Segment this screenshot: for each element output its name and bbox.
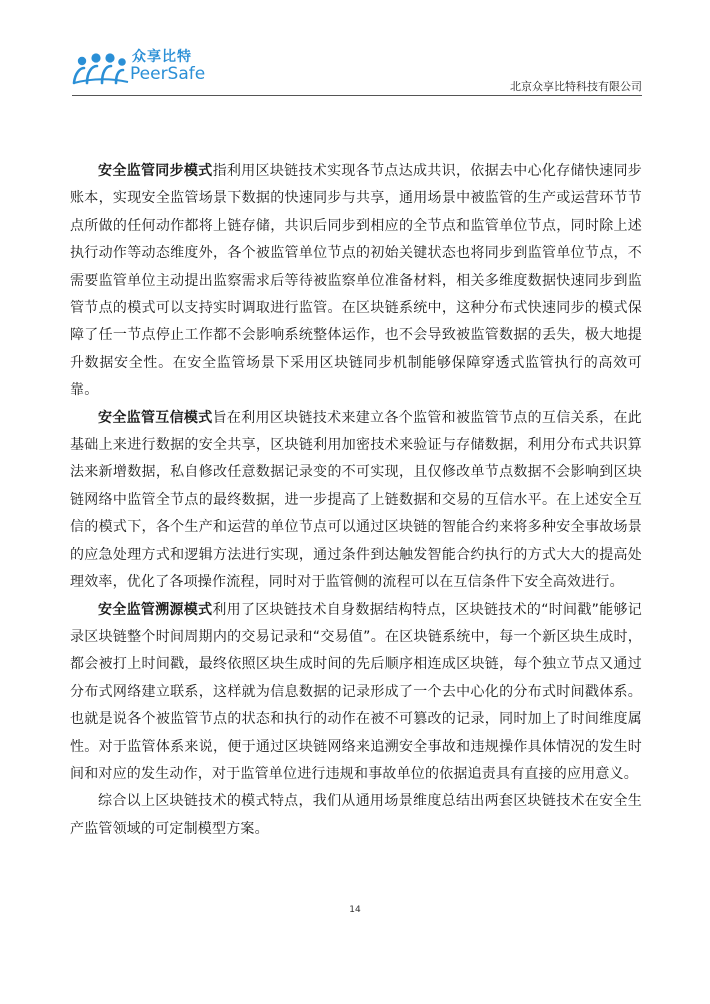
paragraph-summary bbox=[70, 788, 642, 843]
paragraph-text: 旨在利用区块链技术来建立各个监管和被监管节点的互信关系，在此基础上来进行数据的安全共享，区块链利用加密技术来验证与存储数据，利用分布式共识算法来新增数据，私自修改任意数据记录变的不可实现，且仅修改单节点数据不会影响到区块链网络中监管全节点的最终数据，进一步提高了上链数据和交易的互信水平。在上述安全互信的模式下，各个生产和运营的单位节点可以通过区块链的智能合约来将多种安全事故场景的应急处理方式和逻辑方法进行实现，通过条件到达触发智能合约执行的方式大大的提高处理效率，优化了各项操作流程，同时对于监管侧的流程可以在互信条件下安全高效进行。 bbox=[70, 409, 643, 591]
paragraph-term: 安全监管溯源模式 bbox=[98, 601, 213, 618]
page-header bbox=[72, 44, 642, 96]
body-text bbox=[70, 158, 642, 843]
paragraph-text: 指利用区块链技术实现各节点达成共识，依据去中心化存储快速同步账本，实现安全监管场景下数据的快速同步与共享，通用场景中被监管的生产或运营环节节点所做的任何动作都将上链存储，共识后同步到相应的全节点和监管单位节点，同时除上述执行动作等动态维度外，各个被监管单位节点的初始关键状态也将同步到监管单位节点，不需要监管单位主动提出监察需求后等待被监察单位准备材料，相关多维度数据快速同步到监管节点的模式可以支持实时调取进行监管。在区块链系统中，这种分布式快速同步的模式保障了任一节点停止工作都不会影响系统整体运作，也不会导致被监管数据的丢失，极大地提升数据安全性。在安全监管场景下采用区块链同步机制能够保障穿透式监管执行的高效可靠。 bbox=[70, 163, 643, 399]
header-divider bbox=[72, 95, 642, 96]
paragraph-trust-mode bbox=[70, 405, 642, 597]
company-name: 北京众享比特科技有限公司 bbox=[510, 80, 642, 93]
paragraph-term: 安全监管互信模式 bbox=[98, 409, 213, 426]
people-icon bbox=[72, 52, 130, 86]
page-number: 14 bbox=[349, 905, 361, 915]
paragraph-text: 利用了区块链技术自身数据结构特点，区块链技术的“时间戳”能够记录区块链整个时间周期内的交易记录和“交易值”。在区块链系统中，每一个新区块生成时，都会被打上时间戳，最终依照区块生成时间的先后顺序相连成区块链，每个独立节点又通过分布式网络建立联系，这样就为信息数据的记录形成了一个去中心化的分布式时间戳体系。也就是说各个被监管节点的状态和执行的动作在被不可篡改的记录，同时加上了时间维度属性。对于监管体系来说，便于通过区块链网络来追溯安全事故和违规操作具体情况的发生时间和对应的发生动作，对于监管单位进行违规和事故单位的依据追责具有直接的应用意义。 bbox=[70, 601, 642, 782]
paragraph-trace-mode bbox=[70, 597, 642, 789]
paragraph-sync-mode bbox=[70, 158, 642, 405]
paragraph-term: 安全监管同步模式 bbox=[98, 163, 213, 179]
peersafe-logo bbox=[72, 44, 222, 90]
logo-chinese-text: 众享比特 bbox=[132, 49, 192, 65]
logo-english-text: PeerSafe bbox=[130, 64, 206, 84]
paragraph-text: 综合以上区块链技术的模式特点，我们从通用场景维度总结出两套区块链技术在安全生产监管领域的可定制模型方案。 bbox=[70, 793, 642, 837]
